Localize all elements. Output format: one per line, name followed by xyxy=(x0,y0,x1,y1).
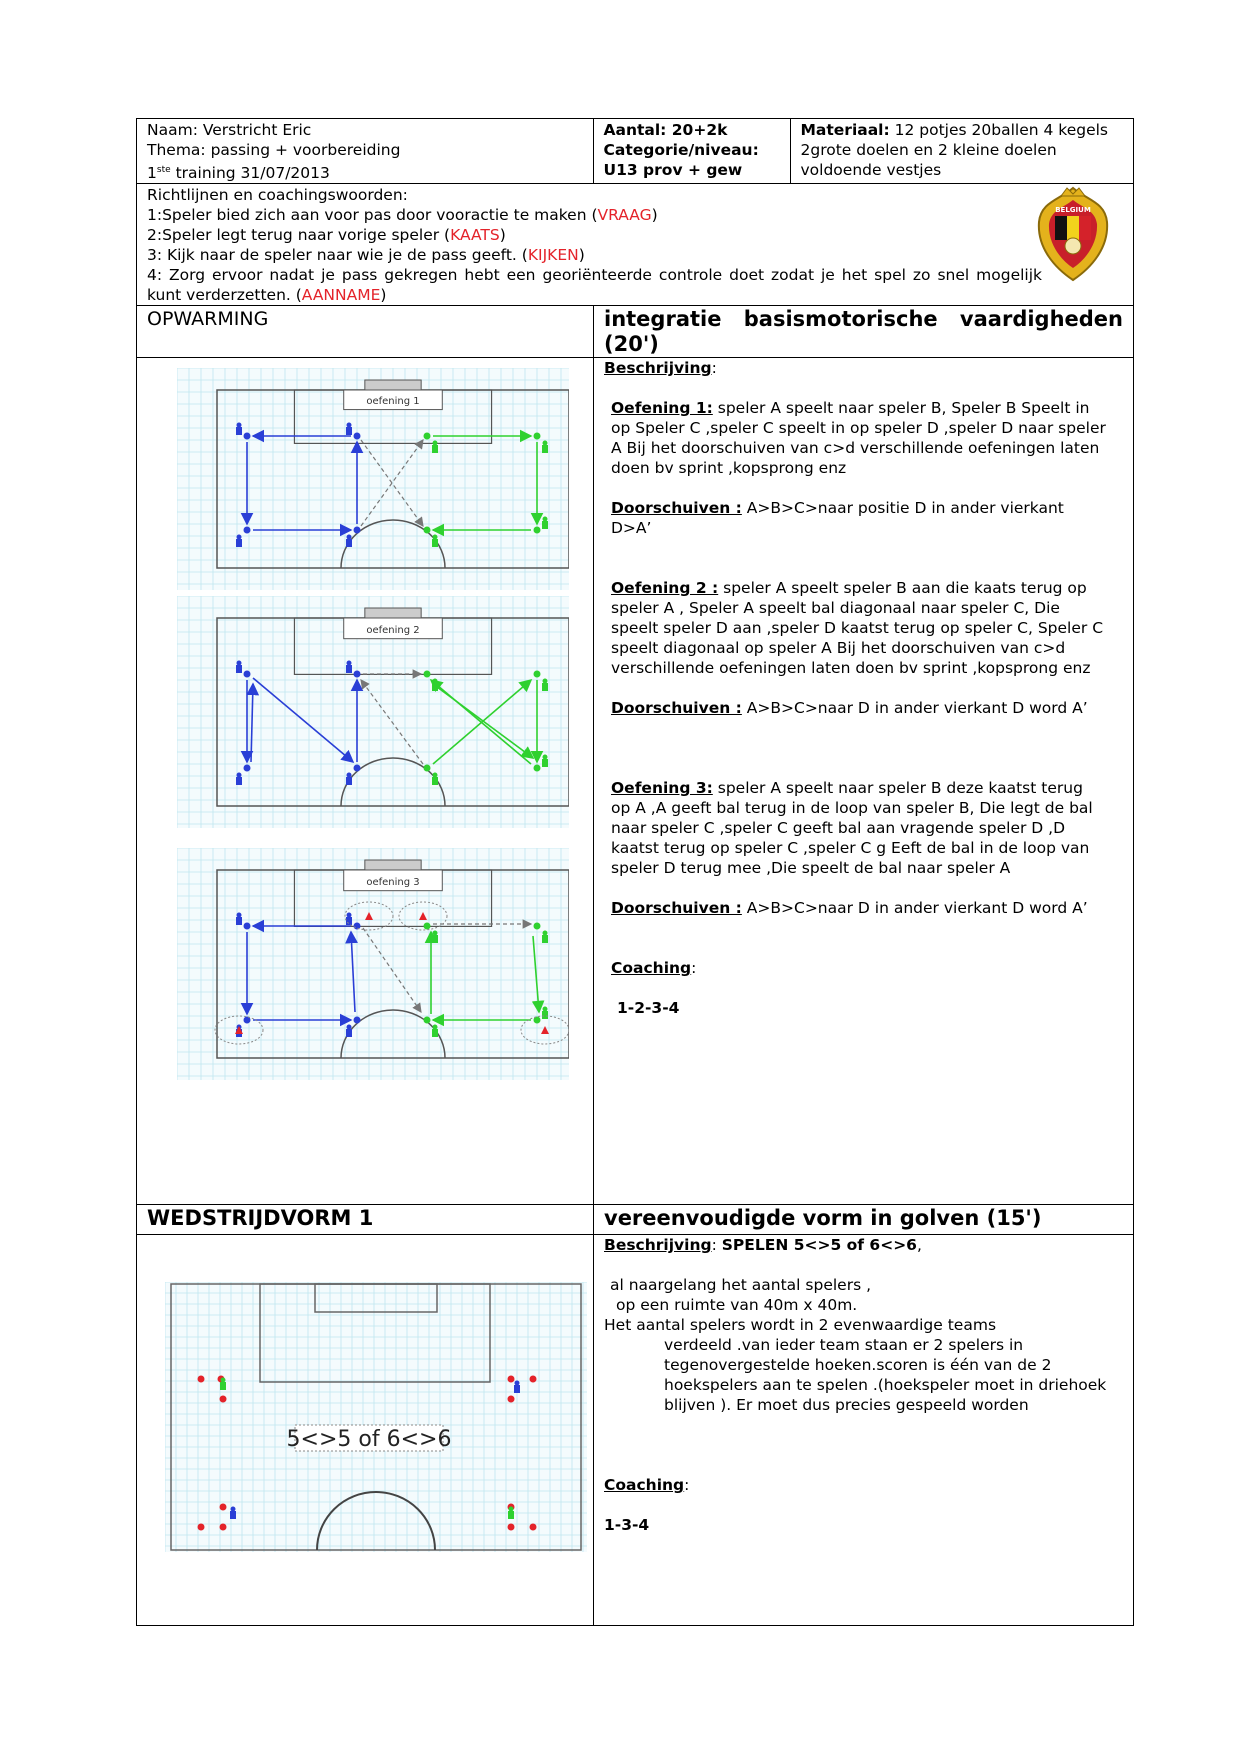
match-diagram-cell xyxy=(137,1235,594,1626)
doorschuiven-1: Doorschuiven : A>B>C>naar positie D in ander vierkant D>A’ xyxy=(611,499,1064,538)
guidelines xyxy=(137,184,1134,306)
player-icon xyxy=(542,445,548,453)
cone-marker xyxy=(354,433,361,440)
goal-net xyxy=(365,380,421,390)
oefening-3: Oefening 3: speler A speelt naar speler B deze kaatst terug op A ,A geeft bal terug in de loop van speler B, Die legt de bal naar speler C ,speler C geeft bal aan vragende speler D ,D kaatst terug op speler C ,speler C g Eeft de bal in de loop van speler D terug mee ,Die speelt de bal naar speler A xyxy=(611,779,1093,878)
coaching-label: Coaching xyxy=(611,959,692,978)
cone-marker xyxy=(220,1504,227,1511)
player-icon xyxy=(543,931,548,936)
cone-marker xyxy=(534,671,541,678)
cone-marker xyxy=(424,433,431,440)
cone-marker xyxy=(220,1396,227,1403)
player-icon xyxy=(347,1025,352,1030)
warmup-diagrams xyxy=(137,358,594,1205)
guideline-4: 4: Zorg ervoor nadat je pass gekregen hebt een georiënteerde controle doet zodat je het spel zo snel mogelijk kunt verderzetten. (AANNAME) xyxy=(147,266,1042,305)
player-icon xyxy=(346,427,352,435)
player-icon xyxy=(508,1511,514,1519)
guideline-2: 2:Speler legt terug naar vorige speler (KAATS) xyxy=(147,226,506,245)
cone-marker xyxy=(244,765,251,772)
match-coaching-label: Coaching xyxy=(604,1476,685,1495)
materiaal-value: 12 potjes 20ballen 4 kegels 2grote doelen en 2 kleine doelen voldoende vestjes xyxy=(800,121,1108,179)
cone-marker xyxy=(508,1524,515,1531)
doorschuiven-3: Doorschuiven : A>B>C>naar D in ander vierkant D word A’ xyxy=(611,899,1088,918)
cone-marker xyxy=(244,671,251,678)
warmup-right-title: integratie basismotorische vaardigheden (20') xyxy=(594,306,1134,358)
cone-marker xyxy=(424,527,431,534)
player-icon xyxy=(237,535,242,540)
cone-marker xyxy=(354,765,361,772)
cone-marker xyxy=(534,1017,541,1024)
cone-marker xyxy=(508,1376,515,1383)
beschrijving-label: Beschrijving xyxy=(604,359,712,378)
player-icon xyxy=(432,777,438,785)
cone-marker xyxy=(508,1396,515,1403)
match-coaching-value: 1-3-4 xyxy=(604,1516,650,1535)
player-icon xyxy=(543,679,548,684)
match-format: SPELEN 5<>5 of 6<>6 xyxy=(721,1236,917,1255)
coaching-value: 1-2-3-4 xyxy=(617,999,680,1018)
oefening-1: Oefening 1: speler A speelt naar speler B, Speler B Speelt in op Speler C ,speler C speelt in op speler D ,speler D naar speler A Bij het doorschuiven van c>d verschillende oefeningen laten doen bv sprint ,kopsprong enz xyxy=(611,399,1106,478)
niveau: U13 prov + gew xyxy=(603,161,743,179)
player-icon xyxy=(515,1381,520,1386)
player-icon xyxy=(220,1382,226,1390)
diagram-oefening-1 xyxy=(177,368,569,590)
player-icon xyxy=(347,773,352,778)
cone-marker xyxy=(534,923,541,930)
player-icon xyxy=(543,755,548,760)
doorschuiven-2: Doorschuiven : A>B>C>naar D in ander vierkant D word A’ xyxy=(611,699,1088,718)
player-icon xyxy=(543,517,548,522)
cone-marker xyxy=(354,923,361,930)
cone-marker xyxy=(198,1376,205,1383)
cone-marker xyxy=(424,1017,431,1024)
cone-marker xyxy=(530,1376,537,1383)
player-icon xyxy=(230,1511,236,1519)
cone-marker xyxy=(244,433,251,440)
svg-text:BELGIUM: BELGIUM xyxy=(1055,206,1091,215)
guidelines-title: Richtlijnen en coachingswoorden: xyxy=(147,186,408,205)
player-icon xyxy=(346,539,352,547)
cone-marker xyxy=(424,671,431,678)
player-icon xyxy=(542,521,548,529)
player-icon xyxy=(542,759,548,767)
player-icon xyxy=(347,661,352,666)
diagram-label: oefening 2 xyxy=(366,625,420,637)
player-icon xyxy=(346,917,352,925)
match-field xyxy=(165,1282,587,1552)
player-icon xyxy=(542,1011,548,1019)
match-left-title: WEDSTRIJDVORM 1 xyxy=(137,1205,594,1235)
player-icon xyxy=(346,777,352,785)
cone-marker xyxy=(424,923,431,930)
cone-marker xyxy=(244,923,251,930)
header-material xyxy=(790,119,1134,183)
player-icon xyxy=(432,1029,438,1037)
player-icon xyxy=(509,1507,514,1512)
cone-marker xyxy=(424,765,431,772)
categorie: Categorie/niveau: xyxy=(603,141,759,159)
theme-line: Thema: passing + voorbereiding xyxy=(147,141,401,159)
cone-marker xyxy=(534,527,541,534)
training-line: 1ste training 31/07/2013 xyxy=(147,164,330,183)
header-category xyxy=(593,119,790,183)
cone-marker xyxy=(354,671,361,678)
cone-marker xyxy=(244,527,251,534)
player-icon xyxy=(433,773,438,778)
player-icon xyxy=(236,665,242,673)
player-icon xyxy=(347,423,352,428)
player-icon xyxy=(237,913,242,918)
match-line-3: Het aantal spelers wordt in 2 evenwaardige teams xyxy=(604,1316,997,1335)
player-icon xyxy=(433,441,438,446)
match-line-2: op een ruimte van 40m x 40m. xyxy=(616,1296,858,1315)
player-icon xyxy=(347,535,352,540)
training-table xyxy=(136,118,1134,1626)
oefening-2: Oefening 2 : speler A speelt speler B aan die kaats terug op speler A , Speler A speelt bal diagonaal naar speler C, Die speelt speler D aan ,speler D kaatst terug op speler C, Speler C speelt diagonaal op speler A Bij het doorschuiven van c>d verschillende oefeningen laten doen bv sprint ,kopsprong enz xyxy=(611,579,1104,678)
player-icon xyxy=(432,935,438,943)
player-icon xyxy=(543,1007,548,1012)
player-icon xyxy=(236,427,242,435)
player-icon xyxy=(237,773,242,778)
goal-net xyxy=(365,608,421,618)
match-right-title: vereenvoudigde vorm in golven (15') xyxy=(594,1205,1134,1235)
belgium-crest-icon xyxy=(1033,186,1113,282)
warmup-description: Beschrijving: Oefening 1: speler A speelt naar speler B, Speler B Speelt in op Speler C ,speler C speelt in op speler D ,speler D naar speler A Bij het doorschuiven van c>d verschillende oefeningen laten doen bv sprint ,kopsprong enz Doorschuiven : A>B>C>naar positie D in ander vierkant D>A’ Oefening 2 : speler A speelt speler B aan die kaats terug op speler A , Speler A speelt bal diagonaal naar speler C, Die speelt speler D aan ,speler D kaatst terug op speler C, Speler C speelt diagonaal op speler A Bij het doorschuiven van c>d verschillende oefeningen laten doen bv sprint ,kopsprong enz Doorschuiven : A>B>C>naar D in ander vierkant D word A’ Oefening 3: speler A speelt naar speler B deze kaatst terug op A ,A geeft bal terug in de loop van speler B, Die legt de bal naar speler C ,speler C geeft bal aan vragende speler D ,D kaatst terug op speler C ,speler C g Eeft de bal in de loop van speler D terug mee ,Die speelt de bal naar speler A Doorschuiven : A>B>C>naar D in ander vierkant D word A’ Coaching: 1-2-3-4 xyxy=(594,358,1134,1205)
cone-marker xyxy=(354,527,361,534)
player-icon xyxy=(236,539,242,547)
aantal: Aantal: 20+2k xyxy=(603,121,728,139)
format-label: 5<>5 of 6<>6 xyxy=(286,1427,452,1453)
diagram-oefening-3 xyxy=(177,848,569,1080)
goal-net xyxy=(365,860,421,870)
cone-marker xyxy=(220,1524,227,1531)
player-icon xyxy=(543,441,548,446)
player-icon xyxy=(542,683,548,691)
materiaal-label: Materiaal: xyxy=(800,121,890,139)
player-icon xyxy=(236,917,242,925)
guideline-3: 3: Kijk naar de speler naar wie je de pass geeft. (KIJKEN) xyxy=(147,246,585,265)
diagram-label: oefening 1 xyxy=(366,396,420,408)
header-info xyxy=(137,119,593,183)
player-icon xyxy=(432,539,438,547)
player-icon xyxy=(432,445,438,453)
training-document xyxy=(136,118,1133,1626)
diagram-oefening-2 xyxy=(177,596,569,828)
warmup-left-title: OPWARMING xyxy=(137,306,594,358)
cone-marker xyxy=(354,1017,361,1024)
player-icon xyxy=(237,661,242,666)
player-icon xyxy=(514,1385,520,1393)
player-icon xyxy=(221,1378,226,1383)
field-background xyxy=(165,1282,587,1552)
header-table xyxy=(137,119,1134,183)
player-icon xyxy=(433,1025,438,1030)
diagram-label: oefening 3 xyxy=(366,877,420,889)
player-icon xyxy=(236,777,242,785)
cone-marker xyxy=(530,1524,537,1531)
player-icon xyxy=(433,931,438,936)
match-description: Beschrijving: SPELEN 5<>5 of 6<>6, al naargelang het aantal spelers , op een ruimte van 40m x 40m. Het aantal spelers wordt in 2 evenwaardige teams verdeeld .van ieder team staan er 2 spelers in tegenovergestelde hoeken.scoren is één van de 2 hoekspelers aan te spelen .(hoekspeler moet in driehoek blijven ). Er moet dus precies gespeeld worden Coaching: 1-3-4 xyxy=(594,1235,1134,1626)
cone-marker xyxy=(534,433,541,440)
player-icon xyxy=(231,1507,236,1512)
match-line-1: al naargelang het aantal spelers , xyxy=(610,1276,872,1295)
player-icon xyxy=(346,665,352,673)
match-rules: verdeeld .van ieder team staan er 2 spelers in tegenovergestelde hoeken.scoren is één van de 2 hoekspelers aan te spelen .(hoekspeler moet in driehoek blijven ). Er moet dus precies gespeeld worden xyxy=(664,1336,1107,1415)
player-icon xyxy=(346,1029,352,1037)
guideline-1: 1:Speler bied zich aan voor pas door vooractie te maken (VRAAG) xyxy=(147,206,658,225)
player-icon xyxy=(542,935,548,943)
cone-marker xyxy=(534,765,541,772)
cone-marker xyxy=(198,1524,205,1531)
player-icon xyxy=(433,535,438,540)
match-beschrijving-label: Beschrijving xyxy=(604,1236,712,1255)
player-icon xyxy=(347,913,352,918)
player-icon xyxy=(237,423,242,428)
name-line: Naam: Verstricht Eric xyxy=(147,121,312,139)
